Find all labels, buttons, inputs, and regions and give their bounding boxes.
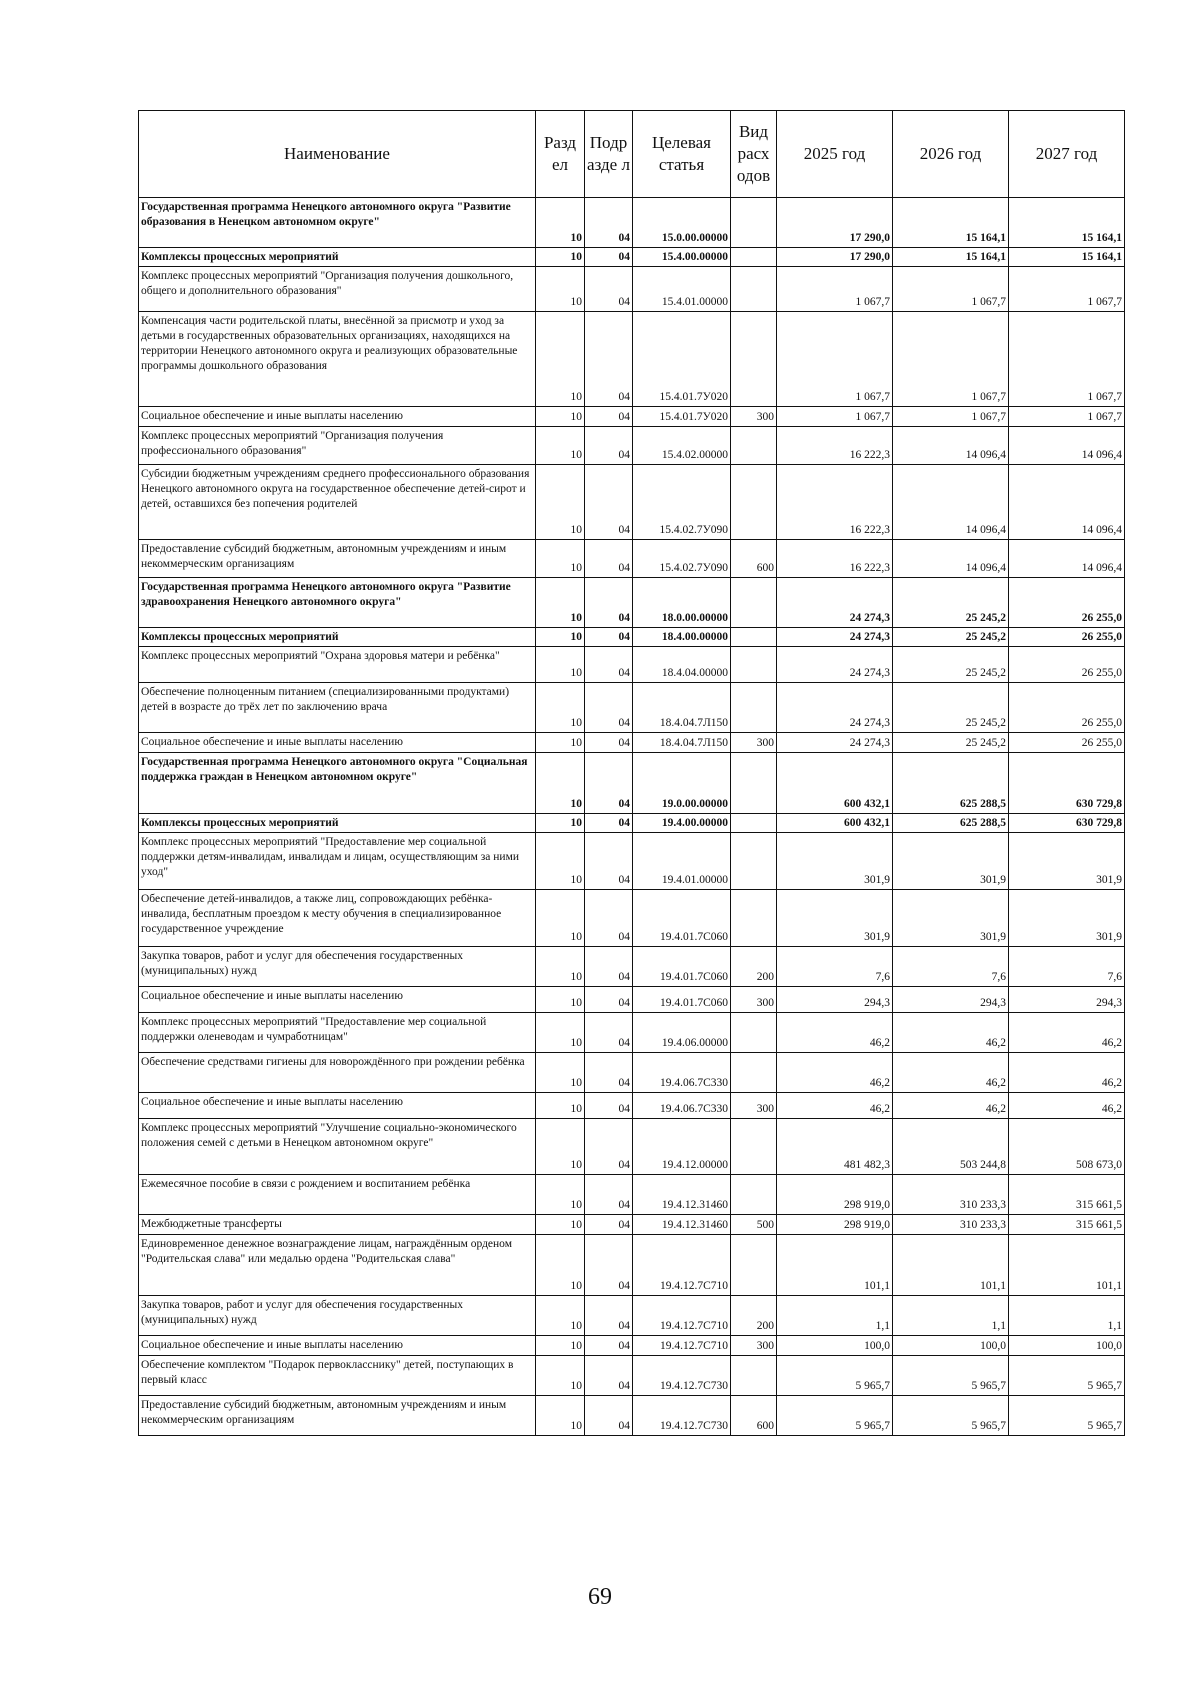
cell-name: Обеспечение детей-инвалидов, а также лиц, сопровождающих ребёнка-инвалида, бесплатным проездом к месту обучения в специализированное государственное учреждение xyxy=(139,890,536,947)
cell-name: Комплекс процессных мероприятий "Охрана здоровья матери и ребёнка" xyxy=(139,647,536,683)
cell-vid xyxy=(731,1119,777,1175)
cell-tsel: 19.4.12.31460 xyxy=(633,1175,731,1215)
table-row xyxy=(139,267,1125,312)
col-header-podrazdel: Подр азде л xyxy=(585,111,633,198)
cell-podrazdel: 04 xyxy=(585,833,633,890)
cell-tsel: 18.4.00.00000 xyxy=(633,628,731,647)
table-row xyxy=(139,1296,1125,1336)
cell-tsel: 19.4.01.7С060 xyxy=(633,947,731,987)
cell-y2026: 15 164,1 xyxy=(893,198,1009,248)
cell-podrazdel: 04 xyxy=(585,1356,633,1396)
cell-y2027: 14 096,4 xyxy=(1009,540,1125,578)
cell-y2025: 24 274,3 xyxy=(777,647,893,683)
cell-name: Комплекс процессных мероприятий "Предоставление мер социальной поддержки оленеводам и чумработницам" xyxy=(139,1013,536,1053)
cell-vid xyxy=(731,647,777,683)
cell-y2025: 301,9 xyxy=(777,833,893,890)
table-row xyxy=(139,1396,1125,1436)
cell-razdel: 10 xyxy=(536,1396,585,1436)
cell-y2025: 600 432,1 xyxy=(777,814,893,833)
cell-vid: 300 xyxy=(731,1336,777,1356)
cell-vid xyxy=(731,753,777,814)
table-row xyxy=(139,814,1125,833)
cell-name: Комплексы процессных мероприятий xyxy=(139,248,536,267)
cell-podrazdel: 04 xyxy=(585,248,633,267)
cell-y2025: 301,9 xyxy=(777,890,893,947)
page-number: 69 xyxy=(588,1584,612,1610)
cell-y2027: 26 255,0 xyxy=(1009,628,1125,647)
cell-podrazdel: 04 xyxy=(585,1215,633,1235)
cell-podrazdel: 04 xyxy=(585,1119,633,1175)
cell-y2025: 46,2 xyxy=(777,1013,893,1053)
cell-name: Социальное обеспечение и иные выплаты населению xyxy=(139,1093,536,1119)
cell-y2026: 100,0 xyxy=(893,1336,1009,1356)
cell-razdel: 10 xyxy=(536,683,585,733)
cell-y2027: 26 255,0 xyxy=(1009,733,1125,753)
cell-tsel: 19.4.00.00000 xyxy=(633,814,731,833)
cell-name: Компенсация части родительской платы, внесённой за присмотр и уход за детьми в государственных образовательных организациях, находящихся на территории Ненецкого автономного округа и реализующих образовательные программы дошкольного образования xyxy=(139,312,536,407)
cell-y2026: 1,1 xyxy=(893,1296,1009,1336)
table-row xyxy=(139,890,1125,947)
cell-razdel: 10 xyxy=(536,647,585,683)
cell-y2025: 5 965,7 xyxy=(777,1396,893,1436)
cell-razdel: 10 xyxy=(536,427,585,465)
cell-y2027: 1,1 xyxy=(1009,1296,1125,1336)
cell-y2026: 5 965,7 xyxy=(893,1396,1009,1436)
cell-y2026: 301,9 xyxy=(893,890,1009,947)
cell-tsel: 18.4.04.00000 xyxy=(633,647,731,683)
cell-y2027: 26 255,0 xyxy=(1009,578,1125,628)
cell-name: Государственная программа Ненецкого автономного округа "Развитие образования в Ненецком автономном округе" xyxy=(139,198,536,248)
cell-razdel: 10 xyxy=(536,1013,585,1053)
cell-razdel: 10 xyxy=(536,1296,585,1336)
col-header-2026: 2026 год xyxy=(893,111,1009,198)
cell-y2025: 101,1 xyxy=(777,1235,893,1296)
cell-vid xyxy=(731,1175,777,1215)
cell-razdel: 10 xyxy=(536,198,585,248)
cell-y2027: 630 729,8 xyxy=(1009,814,1125,833)
cell-vid xyxy=(731,1013,777,1053)
cell-y2027: 5 965,7 xyxy=(1009,1396,1125,1436)
cell-name: Обеспечение средствами гигиены для новорождённого при рождении ребёнка xyxy=(139,1053,536,1093)
cell-y2026: 301,9 xyxy=(893,833,1009,890)
table-row xyxy=(139,947,1125,987)
table-row xyxy=(139,540,1125,578)
cell-podrazdel: 04 xyxy=(585,1053,633,1093)
cell-y2026: 25 245,2 xyxy=(893,733,1009,753)
cell-y2026: 46,2 xyxy=(893,1093,1009,1119)
cell-y2027: 26 255,0 xyxy=(1009,647,1125,683)
cell-y2027: 46,2 xyxy=(1009,1053,1125,1093)
cell-tsel: 19.4.12.7С730 xyxy=(633,1396,731,1436)
cell-razdel: 10 xyxy=(536,833,585,890)
cell-y2026: 503 244,8 xyxy=(893,1119,1009,1175)
cell-podrazdel: 04 xyxy=(585,1013,633,1053)
cell-razdel: 10 xyxy=(536,267,585,312)
cell-tsel: 19.4.06.7С330 xyxy=(633,1053,731,1093)
cell-vid xyxy=(731,427,777,465)
cell-vid xyxy=(731,833,777,890)
cell-razdel: 10 xyxy=(536,578,585,628)
cell-y2025: 1,1 xyxy=(777,1296,893,1336)
cell-y2026: 25 245,2 xyxy=(893,647,1009,683)
cell-podrazdel: 04 xyxy=(585,753,633,814)
cell-name: Межбюджетные трансферты xyxy=(139,1215,536,1235)
cell-vid: 300 xyxy=(731,733,777,753)
cell-tsel: 15.4.02.00000 xyxy=(633,427,731,465)
cell-y2027: 301,9 xyxy=(1009,833,1125,890)
cell-y2026: 25 245,2 xyxy=(893,578,1009,628)
cell-y2027: 15 164,1 xyxy=(1009,248,1125,267)
cell-y2026: 25 245,2 xyxy=(893,683,1009,733)
budget-table xyxy=(138,110,1125,1436)
cell-y2025: 294,3 xyxy=(777,987,893,1013)
cell-podrazdel: 04 xyxy=(585,1235,633,1296)
cell-razdel: 10 xyxy=(536,540,585,578)
cell-y2025: 600 432,1 xyxy=(777,753,893,814)
cell-tsel: 19.4.12.7С710 xyxy=(633,1235,731,1296)
cell-name: Закупка товаров, работ и услуг для обеспечения государственных (муниципальных) нужд xyxy=(139,947,536,987)
cell-tsel: 19.4.01.00000 xyxy=(633,833,731,890)
cell-y2025: 7,6 xyxy=(777,947,893,987)
cell-y2026: 46,2 xyxy=(893,1013,1009,1053)
col-header-2027: 2027 год xyxy=(1009,111,1125,198)
cell-y2025: 17 290,0 xyxy=(777,198,893,248)
cell-podrazdel: 04 xyxy=(585,1175,633,1215)
cell-razdel: 10 xyxy=(536,1175,585,1215)
cell-podrazdel: 04 xyxy=(585,465,633,540)
cell-y2027: 15 164,1 xyxy=(1009,198,1125,248)
cell-y2027: 1 067,7 xyxy=(1009,407,1125,427)
cell-name: Закупка товаров, работ и услуг для обеспечения государственных (муниципальных) нужд xyxy=(139,1296,536,1336)
cell-name: Комплекс процессных мероприятий "Организация получения дошкольного, общего и дополнительного образования" xyxy=(139,267,536,312)
cell-tsel: 19.4.06.00000 xyxy=(633,1013,731,1053)
cell-y2027: 315 661,5 xyxy=(1009,1175,1125,1215)
cell-y2025: 481 482,3 xyxy=(777,1119,893,1175)
cell-name: Социальное обеспечение и иные выплаты населению xyxy=(139,407,536,427)
cell-razdel: 10 xyxy=(536,628,585,647)
cell-y2026: 294,3 xyxy=(893,987,1009,1013)
cell-vid: 300 xyxy=(731,1093,777,1119)
cell-vid xyxy=(731,248,777,267)
cell-name: Комплекс процессных мероприятий "Организация получения профессионального образования" xyxy=(139,427,536,465)
table-row xyxy=(139,1013,1125,1053)
cell-y2027: 1 067,7 xyxy=(1009,267,1125,312)
cell-vid: 300 xyxy=(731,987,777,1013)
cell-name: Ежемесячное пособие в связи с рождением и воспитанием ребёнка xyxy=(139,1175,536,1215)
cell-y2026: 14 096,4 xyxy=(893,540,1009,578)
cell-tsel: 19.4.12.00000 xyxy=(633,1119,731,1175)
cell-tsel: 19.4.01.7С060 xyxy=(633,987,731,1013)
col-header-tsel: Целевая статья xyxy=(633,111,731,198)
cell-y2026: 25 245,2 xyxy=(893,628,1009,647)
cell-podrazdel: 04 xyxy=(585,814,633,833)
cell-razdel: 10 xyxy=(536,1356,585,1396)
cell-vid: 300 xyxy=(731,407,777,427)
cell-razdel: 10 xyxy=(536,814,585,833)
cell-vid xyxy=(731,628,777,647)
table-row xyxy=(139,1235,1125,1296)
cell-podrazdel: 04 xyxy=(585,628,633,647)
col-header-vid: Вид расх одов xyxy=(731,111,777,198)
cell-tsel: 19.4.12.7С730 xyxy=(633,1356,731,1396)
cell-tsel: 19.4.12.31460 xyxy=(633,1215,731,1235)
cell-podrazdel: 04 xyxy=(585,427,633,465)
cell-y2025: 24 274,3 xyxy=(777,578,893,628)
cell-vid xyxy=(731,1235,777,1296)
cell-tsel: 15.4.01.7У020 xyxy=(633,407,731,427)
table-row xyxy=(139,1119,1125,1175)
cell-podrazdel: 04 xyxy=(585,312,633,407)
table-row xyxy=(139,407,1125,427)
cell-razdel: 10 xyxy=(536,1053,585,1093)
cell-vid xyxy=(731,312,777,407)
cell-podrazdel: 04 xyxy=(585,947,633,987)
table-header-row xyxy=(139,111,1125,198)
cell-vid xyxy=(731,1356,777,1396)
cell-vid xyxy=(731,578,777,628)
cell-name: Обеспечение комплектом "Подарок первокласснику" детей, поступающих в первый класс xyxy=(139,1356,536,1396)
cell-podrazdel: 04 xyxy=(585,1336,633,1356)
cell-podrazdel: 04 xyxy=(585,1396,633,1436)
cell-y2026: 14 096,4 xyxy=(893,465,1009,540)
cell-name: Комплекс процессных мероприятий "Улучшение социально-экономического положения семей с детьми в Ненецком автономном округе" xyxy=(139,1119,536,1175)
cell-tsel: 19.4.06.7С330 xyxy=(633,1093,731,1119)
cell-y2027: 7,6 xyxy=(1009,947,1125,987)
cell-name: Комплекс процессных мероприятий "Предоставление мер социальной поддержки детям-инвалидам, инвалидам и лицам, осуществляющим за ними уход" xyxy=(139,833,536,890)
cell-razdel: 10 xyxy=(536,407,585,427)
cell-tsel: 15.4.01.00000 xyxy=(633,267,731,312)
cell-y2026: 310 233,3 xyxy=(893,1175,1009,1215)
table-row xyxy=(139,833,1125,890)
cell-tsel: 15.4.02.7У090 xyxy=(633,465,731,540)
cell-podrazdel: 04 xyxy=(585,1296,633,1336)
cell-tsel: 19.0.00.00000 xyxy=(633,753,731,814)
cell-y2025: 17 290,0 xyxy=(777,248,893,267)
col-header-2025: 2025 год xyxy=(777,111,893,198)
cell-y2027: 46,2 xyxy=(1009,1013,1125,1053)
cell-y2026: 625 288,5 xyxy=(893,753,1009,814)
cell-y2025: 1 067,7 xyxy=(777,407,893,427)
cell-y2025: 16 222,3 xyxy=(777,427,893,465)
cell-vid xyxy=(731,198,777,248)
cell-tsel: 19.4.12.7С710 xyxy=(633,1336,731,1356)
cell-y2026: 310 233,3 xyxy=(893,1215,1009,1235)
cell-podrazdel: 04 xyxy=(585,578,633,628)
cell-y2026: 15 164,1 xyxy=(893,248,1009,267)
cell-y2027: 294,3 xyxy=(1009,987,1125,1013)
cell-podrazdel: 04 xyxy=(585,267,633,312)
cell-y2026: 1 067,7 xyxy=(893,407,1009,427)
cell-y2025: 24 274,3 xyxy=(777,683,893,733)
cell-name: Обеспечение полноценным питанием (специализированными продуктами) детей в возрасте до трёх лет по заключению врача xyxy=(139,683,536,733)
cell-name: Социальное обеспечение и иные выплаты населению xyxy=(139,987,536,1013)
cell-tsel: 19.4.01.7С060 xyxy=(633,890,731,947)
cell-y2025: 16 222,3 xyxy=(777,465,893,540)
cell-y2026: 625 288,5 xyxy=(893,814,1009,833)
cell-y2026: 101,1 xyxy=(893,1235,1009,1296)
cell-podrazdel: 04 xyxy=(585,733,633,753)
cell-y2026: 7,6 xyxy=(893,947,1009,987)
cell-y2027: 301,9 xyxy=(1009,890,1125,947)
cell-razdel: 10 xyxy=(536,1235,585,1296)
cell-vid: 200 xyxy=(731,947,777,987)
cell-name: Государственная программа Ненецкого автономного округа "Социальная поддержка граждан в Ненецком автономном округе" xyxy=(139,753,536,814)
table-row xyxy=(139,753,1125,814)
cell-podrazdel: 04 xyxy=(585,540,633,578)
table-row xyxy=(139,1356,1125,1396)
cell-razdel: 10 xyxy=(536,753,585,814)
cell-y2026: 1 067,7 xyxy=(893,267,1009,312)
cell-y2027: 508 673,0 xyxy=(1009,1119,1125,1175)
cell-y2027: 26 255,0 xyxy=(1009,683,1125,733)
table-row xyxy=(139,1336,1125,1356)
cell-tsel: 18.4.04.7Л150 xyxy=(633,683,731,733)
cell-razdel: 10 xyxy=(536,1119,585,1175)
cell-vid xyxy=(731,814,777,833)
cell-name: Комплексы процессных мероприятий xyxy=(139,628,536,647)
cell-vid xyxy=(731,683,777,733)
cell-podrazdel: 04 xyxy=(585,407,633,427)
cell-podrazdel: 04 xyxy=(585,198,633,248)
cell-razdel: 10 xyxy=(536,1093,585,1119)
cell-y2027: 5 965,7 xyxy=(1009,1356,1125,1396)
cell-tsel: 18.4.04.7Л150 xyxy=(633,733,731,753)
cell-vid: 500 xyxy=(731,1215,777,1235)
cell-razdel: 10 xyxy=(536,1215,585,1235)
cell-tsel: 19.4.12.7С710 xyxy=(633,1296,731,1336)
cell-podrazdel: 04 xyxy=(585,890,633,947)
cell-vid: 600 xyxy=(731,540,777,578)
cell-vid xyxy=(731,465,777,540)
table-row xyxy=(139,628,1125,647)
cell-y2025: 46,2 xyxy=(777,1093,893,1119)
cell-y2025: 5 965,7 xyxy=(777,1356,893,1396)
cell-podrazdel: 04 xyxy=(585,647,633,683)
cell-name: Комплексы процессных мероприятий xyxy=(139,814,536,833)
cell-tsel: 15.4.02.7У090 xyxy=(633,540,731,578)
table-row xyxy=(139,683,1125,733)
cell-name: Предоставление субсидий бюджетным, автономным учреждениям и иным некоммерческим организациям xyxy=(139,540,536,578)
cell-name: Социальное обеспечение и иные выплаты населению xyxy=(139,733,536,753)
cell-name: Субсидии бюджетным учреждениям среднего профессионального образования Ненецкого автономного округа на государственное обеспечение детей-сирот и детей, оставшихся без попечения родителей xyxy=(139,465,536,540)
cell-y2027: 101,1 xyxy=(1009,1235,1125,1296)
cell-podrazdel: 04 xyxy=(585,1093,633,1119)
cell-vid: 600 xyxy=(731,1396,777,1436)
table-row xyxy=(139,647,1125,683)
table-row xyxy=(139,578,1125,628)
cell-y2027: 630 729,8 xyxy=(1009,753,1125,814)
cell-y2027: 14 096,4 xyxy=(1009,465,1125,540)
cell-y2025: 46,2 xyxy=(777,1053,893,1093)
cell-vid xyxy=(731,267,777,312)
col-header-name: Наименование xyxy=(139,111,536,198)
cell-y2027: 14 096,4 xyxy=(1009,427,1125,465)
cell-vid xyxy=(731,890,777,947)
cell-y2027: 1 067,7 xyxy=(1009,312,1125,407)
cell-name: Государственная программа Ненецкого автономного округа "Развитие здравоохранения Ненецкого автономного округа" xyxy=(139,578,536,628)
cell-razdel: 10 xyxy=(536,312,585,407)
col-header-razdel: Разд ел xyxy=(536,111,585,198)
cell-y2027: 100,0 xyxy=(1009,1336,1125,1356)
cell-y2026: 1 067,7 xyxy=(893,312,1009,407)
cell-y2025: 24 274,3 xyxy=(777,733,893,753)
table-row xyxy=(139,1175,1125,1215)
cell-name: Единовременное денежное вознаграждение лицам, награждённым орденом "Родительская слава" или медалью ордена "Родительская слава" xyxy=(139,1235,536,1296)
cell-tsel: 15.4.01.7У020 xyxy=(633,312,731,407)
table-row xyxy=(139,312,1125,407)
cell-y2025: 1 067,7 xyxy=(777,267,893,312)
table-row xyxy=(139,427,1125,465)
cell-name: Предоставление субсидий бюджетным, автономным учреждениям и иным некоммерческим организациям xyxy=(139,1396,536,1436)
table-row xyxy=(139,1093,1125,1119)
cell-razdel: 10 xyxy=(536,987,585,1013)
cell-razdel: 10 xyxy=(536,1336,585,1356)
cell-y2025: 24 274,3 xyxy=(777,628,893,647)
table-row xyxy=(139,248,1125,267)
cell-vid: 200 xyxy=(731,1296,777,1336)
table-row xyxy=(139,198,1125,248)
cell-razdel: 10 xyxy=(536,733,585,753)
cell-y2026: 5 965,7 xyxy=(893,1356,1009,1396)
table-row xyxy=(139,1215,1125,1235)
cell-razdel: 10 xyxy=(536,465,585,540)
cell-y2026: 46,2 xyxy=(893,1053,1009,1093)
cell-tsel: 15.4.00.00000 xyxy=(633,248,731,267)
cell-podrazdel: 04 xyxy=(585,987,633,1013)
cell-razdel: 10 xyxy=(536,248,585,267)
cell-y2025: 100,0 xyxy=(777,1336,893,1356)
table-row xyxy=(139,733,1125,753)
cell-y2027: 315 661,5 xyxy=(1009,1215,1125,1235)
cell-y2025: 298 919,0 xyxy=(777,1215,893,1235)
table-row xyxy=(139,1053,1125,1093)
cell-podrazdel: 04 xyxy=(585,683,633,733)
cell-name: Социальное обеспечение и иные выплаты населению xyxy=(139,1336,536,1356)
cell-y2026: 14 096,4 xyxy=(893,427,1009,465)
cell-y2025: 16 222,3 xyxy=(777,540,893,578)
table-row xyxy=(139,987,1125,1013)
cell-y2027: 46,2 xyxy=(1009,1093,1125,1119)
cell-y2025: 1 067,7 xyxy=(777,312,893,407)
cell-y2025: 298 919,0 xyxy=(777,1175,893,1215)
cell-razdel: 10 xyxy=(536,890,585,947)
cell-tsel: 15.0.00.00000 xyxy=(633,198,731,248)
table-row xyxy=(139,465,1125,540)
cell-tsel: 18.0.00.00000 xyxy=(633,578,731,628)
cell-vid xyxy=(731,1053,777,1093)
cell-razdel: 10 xyxy=(536,947,585,987)
